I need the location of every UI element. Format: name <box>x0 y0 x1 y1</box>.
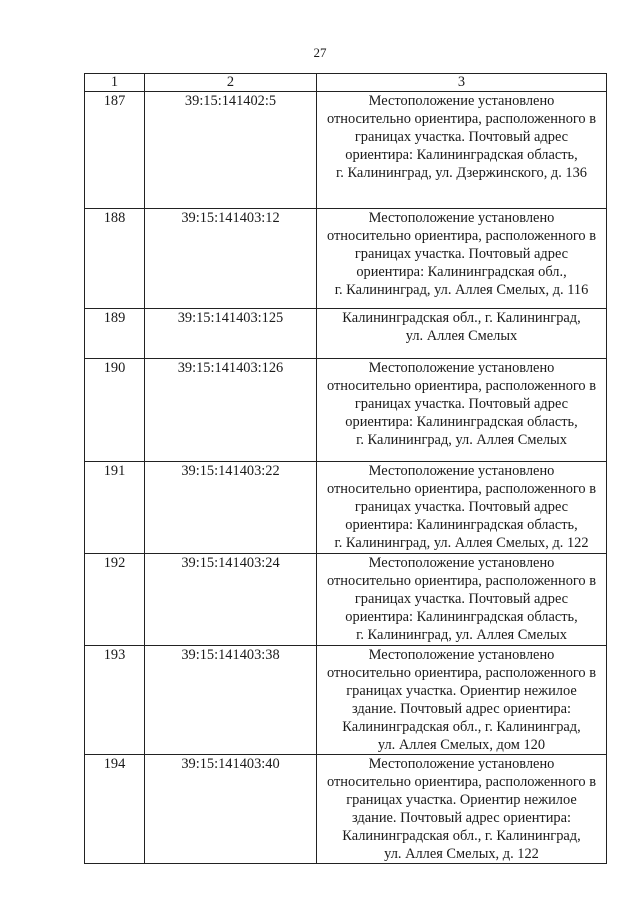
location-description: Калининградская обл., г. Калининград, ул. Аллея Смелых <box>317 309 607 359</box>
location-description: Местоположение установлено относительно ориентира, расположенного в границах участка. Почтовый адрес ориентира: Калининградская область, г. Калининград, ул. Аллея Смелых <box>317 359 607 462</box>
row-number: 187 <box>85 92 145 209</box>
cadastral-number: 39:15:141403:38 <box>145 646 317 755</box>
table-row <box>85 755 607 864</box>
row-number: 189 <box>85 309 145 359</box>
cadastral-number: 39:15:141403:126 <box>145 359 317 462</box>
cadastral-number: 39:15:141403:40 <box>145 755 317 864</box>
page-number: 27 <box>313 45 327 60</box>
row-number: 190 <box>85 359 145 462</box>
cadastral-number: 39:15:141403:22 <box>145 462 317 554</box>
cadastral-number: 39:15:141403:125 <box>145 309 317 359</box>
table-row <box>85 554 607 646</box>
table-row <box>85 462 607 554</box>
table-row <box>85 209 607 309</box>
table-row <box>85 359 607 462</box>
cadastral-number: 39:15:141403:12 <box>145 209 317 309</box>
cadastral-number: 39:15:141403:24 <box>145 554 317 646</box>
location-description: Местоположение установлено относительно ориентира, расположенного в границах участка. Почтовый адрес ориентира: Калининградская область, г. Калининград, ул. Дзержинского, д. 136 <box>317 92 607 209</box>
location-description: Местоположение установлено относительно ориентира, расположенного в границах участка. Почтовый адрес ориентира: Калининградская область, г. Калининград, ул. Аллея Смелых, д. 122 <box>317 462 607 554</box>
row-number: 193 <box>85 646 145 755</box>
location-description: Местоположение установлено относительно ориентира, расположенного в границах участка. Почтовый адрес ориентира: Калининградская область, г. Калининград, ул. Аллея Смелых <box>317 554 607 646</box>
row-number: 191 <box>85 462 145 554</box>
row-number: 194 <box>85 755 145 864</box>
row-number: 188 <box>85 209 145 309</box>
column-header-number: 1 <box>85 74 145 92</box>
row-number: 192 <box>85 554 145 646</box>
column-header-cadastral: 2 <box>145 74 317 92</box>
table-row <box>85 309 607 359</box>
cadastral-number: 39:15:141402:5 <box>145 92 317 209</box>
location-description: Местоположение установлено относительно ориентира, расположенного в границах участка. Ориентир нежилое здание. Почтовый адрес ориентира: Калининградская обл., г. Калининград, ул. Аллея Смелых, д. 122 <box>317 755 607 864</box>
table-header-row <box>85 74 607 92</box>
table-row <box>85 92 607 209</box>
location-description: Местоположение установлено относительно ориентира, расположенного в границах участка. Почтовый адрес ориентира: Калининградская обл., г. Калининград, ул. Аллея Смелых, д. 116 <box>317 209 607 309</box>
table-row <box>85 646 607 755</box>
column-header-location: 3 <box>317 74 607 92</box>
land-plots-table <box>84 73 607 864</box>
location-description: Местоположение установлено относительно ориентира, расположенного в границах участка. Ориентир нежилое здание. Почтовый адрес ориентира: Калининградская обл., г. Калининград, ул. Аллея Смелых, дом 120 <box>317 646 607 755</box>
